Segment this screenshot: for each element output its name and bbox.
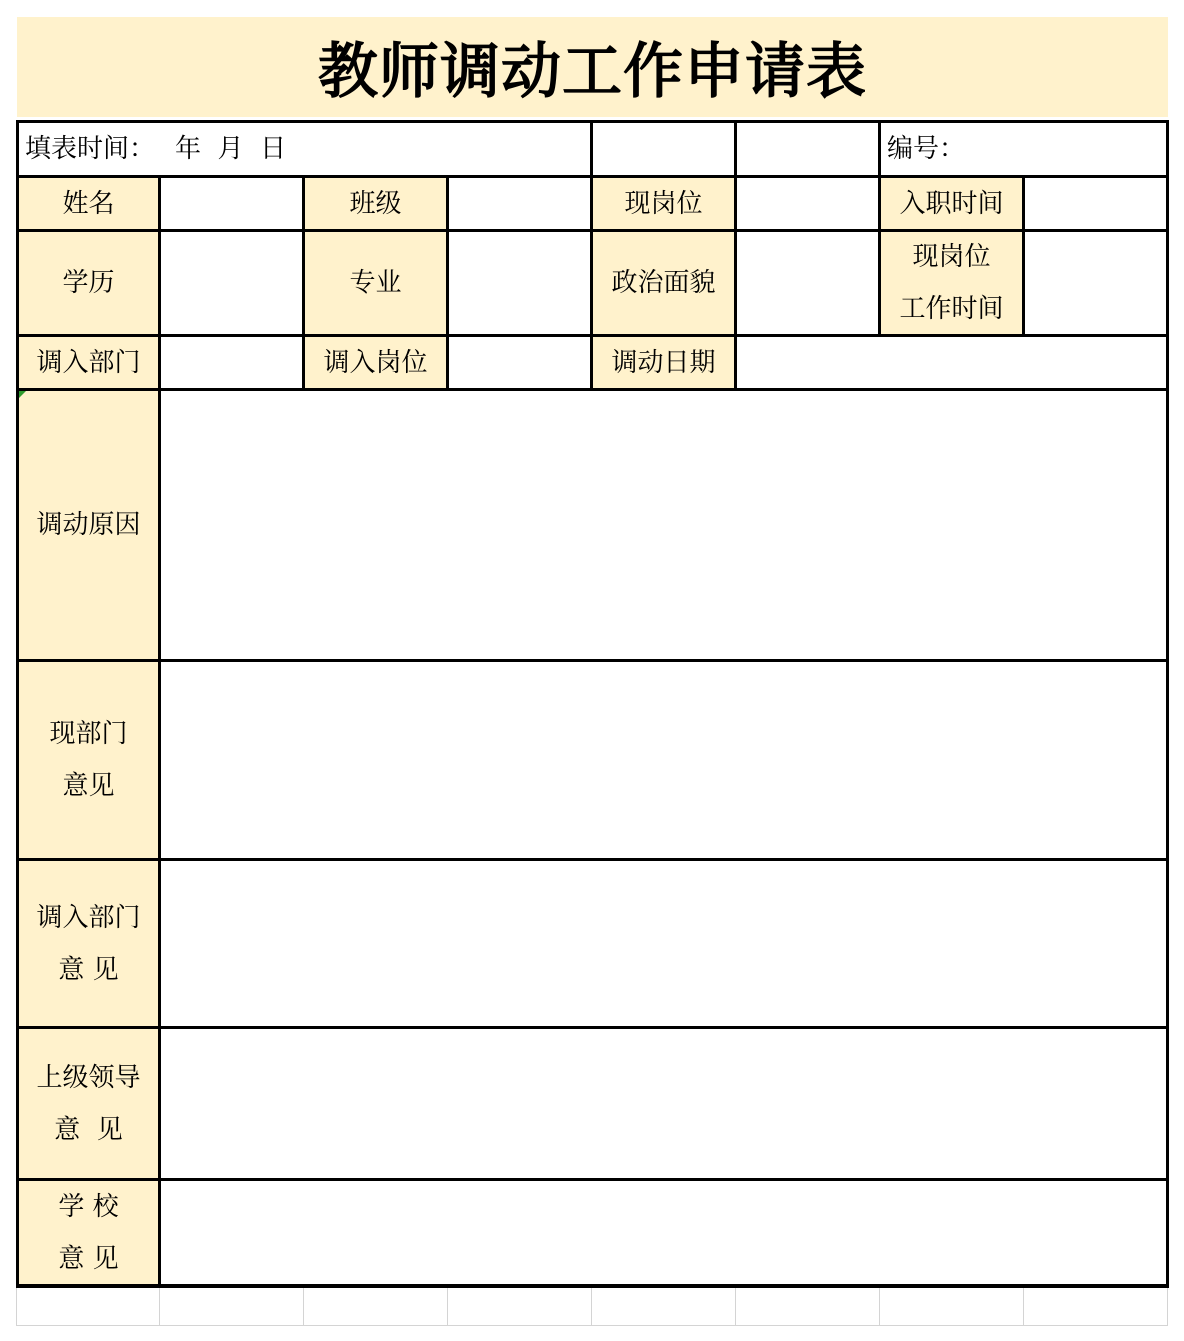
target-dept-opinion-value-cell[interactable] — [161, 861, 1166, 1026]
gridline — [16, 1288, 17, 1325]
school-opinion-line1: 学 校 — [58, 1191, 119, 1222]
transfer-date-label: 调动日期 — [593, 337, 734, 388]
current-post-time-value-cell[interactable] — [1025, 232, 1166, 334]
name-value-cell[interactable] — [161, 178, 302, 229]
gridline — [591, 1288, 592, 1325]
form-title: 教师调动工作申请表 — [318, 37, 867, 107]
current-dept-opinion-line1: 现部门 — [49, 719, 128, 749]
cell-comment-marker — [19, 391, 26, 398]
row-divider — [16, 858, 1168, 861]
number-cell[interactable] — [881, 123, 1166, 175]
gridline — [303, 1288, 304, 1325]
gridline — [735, 1288, 736, 1325]
education-label: 学历 — [19, 232, 158, 334]
gridline — [1167, 1288, 1168, 1325]
transfer-reason-label: 调动原因 — [19, 391, 158, 659]
row-divider — [16, 1178, 1168, 1181]
target-post-value-cell[interactable] — [449, 337, 590, 388]
gridline — [447, 1288, 448, 1325]
hire-date-label: 入职时间 — [881, 178, 1022, 229]
gridline — [879, 1288, 880, 1325]
superior-opinion-line1: 上级领导 — [36, 1062, 141, 1093]
current-dept-opinion-value-cell[interactable] — [161, 662, 1166, 858]
column-divider — [1022, 175, 1025, 337]
current-dept-opinion-label — [19, 662, 158, 858]
fill-time-label: 填表时间： — [25, 134, 156, 164]
title-band — [17, 17, 1168, 117]
column-divider — [734, 120, 737, 391]
number-label: 编号： — [887, 134, 966, 164]
education-value-cell[interactable] — [161, 232, 302, 334]
superior-opinion-value-cell[interactable] — [161, 1029, 1166, 1178]
class-value-cell[interactable] — [449, 178, 590, 229]
column-divider — [158, 175, 161, 1288]
fill-time-value: 年 月 日 — [175, 134, 287, 164]
political-status-value-cell[interactable] — [737, 232, 878, 334]
transfer-reason-value-cell[interactable] — [161, 391, 1166, 659]
target-department-label: 调入部门 — [19, 337, 158, 388]
name-label: 姓名 — [19, 178, 158, 229]
target-dept-opinion-line1: 调入部门 — [36, 902, 141, 933]
gridline — [1023, 1288, 1024, 1325]
gridline — [159, 1288, 160, 1325]
current-dept-opinion-line2: 意见 — [62, 771, 115, 801]
target-dept-opinion-label — [19, 861, 158, 1026]
table-border-right — [1166, 120, 1169, 1288]
class-label: 班级 — [305, 178, 446, 229]
hire-date-value-cell[interactable] — [1025, 178, 1166, 229]
column-divider — [878, 120, 881, 337]
column-divider — [302, 175, 305, 391]
political-status-label: 政治面貌 — [593, 232, 734, 334]
blank-cell[interactable] — [593, 123, 735, 175]
transfer-date-value-cell[interactable] — [737, 337, 1166, 388]
school-opinion-line2: 意 见 — [58, 1243, 119, 1274]
row-divider — [16, 659, 1168, 662]
current-post-time-label — [881, 232, 1022, 334]
major-label: 专业 — [305, 232, 446, 334]
superior-opinion-label — [19, 1029, 158, 1178]
table-border-bottom — [16, 1284, 1168, 1288]
current-post-time-line1: 现岗位 — [912, 242, 991, 272]
column-divider — [446, 175, 449, 391]
superior-opinion-line2: 意 见 — [54, 1114, 123, 1145]
fill-time-cell[interactable] — [19, 123, 591, 175]
current-post-time-line2: 工作时间 — [899, 294, 1004, 324]
gridline — [16, 1325, 1168, 1326]
school-opinion-value-cell[interactable] — [161, 1181, 1166, 1284]
current-post-value-cell[interactable] — [737, 178, 878, 229]
table-border-left — [16, 120, 19, 1288]
target-department-value-cell[interactable] — [161, 337, 302, 388]
major-value-cell[interactable] — [449, 232, 590, 334]
target-dept-opinion-line2: 意 见 — [58, 954, 119, 985]
school-opinion-label — [19, 1181, 158, 1284]
row-divider — [16, 1026, 1168, 1029]
blank-cell[interactable] — [737, 123, 879, 175]
column-divider — [590, 120, 593, 391]
current-post-label: 现岗位 — [593, 178, 734, 229]
target-post-label: 调入岗位 — [305, 337, 446, 388]
